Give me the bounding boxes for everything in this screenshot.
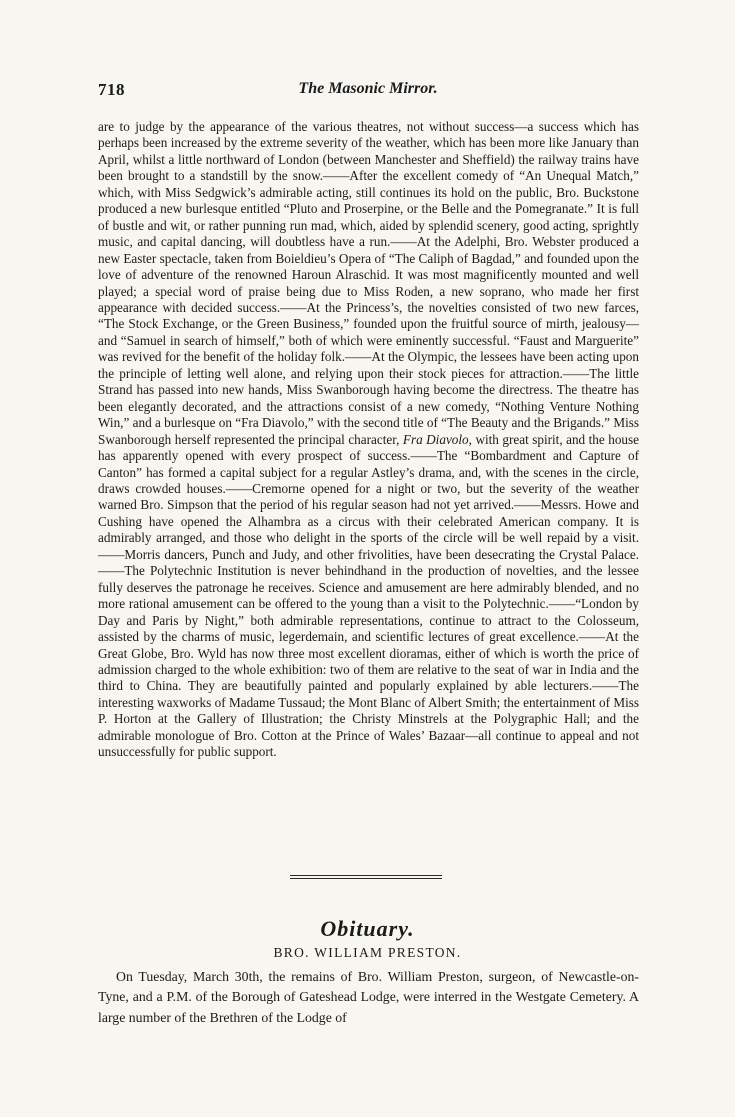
obituary-heading: Obituary.	[320, 916, 415, 941]
article-text-part-1: are to judge by the appearance of the various theatres, not without success—a success which has perhaps been increased by the extreme severity of the weather, which has been more like January than April, whilst a little northward of London (between Manchester and Sheffield) the railway trains have been brought to a standstill by the snow.——After the excellent comedy of “An Unequal Match,” which, with Miss Sedgwick’s admirable acting, still continues its hold on the public, Bro. Buckstone produced a new burlesque entitled “Pluto and Proserpine, or the Belle and the Pomegranate.” It is full of bustle and wit, or rather punning run mad, which, aided by splendid scenery, good acting, sprightly music, and capital dancing, will doubtless have a run.——At the Adelphi, Bro. Webster produced a new Easter spectacle, taken from Boieldieu’s Opera of “The Caliph of Bagdad,” and founded upon the love of adventure of the renowned Haroun Alraschid. It was most magnificently mounted and well played; a special word of praise being due to Miss Roden, a new soprano, who made her first appearance with decided success.——At the Princess’s, the novelties consisted of two new farces, “The Stock Exchange, or the Green Business,” founded upon the fruitful source of mirth, jealousy—and “Samuel in search of himself,” both of which were eminently successful. “Faust and Marguerite” was revived for the benefit of the holiday folk.——At the Olympic, the lessees have been acting upon the principle of letting well alone, and relying upon their stock pieces for attraction.——The little Strand has passed into new hands, Miss Swanborough having become the directress. The theatre has been elegantly decorated, and the attractions consist of a new comedy, “Nothing Venture Nothing Win,” and a burlesque on “Fra Diavolo,” with the second title of “The Beauty and the Brigands.” Miss Swanborough herself represented the principal character,	[98, 119, 639, 447]
article-body	[98, 119, 639, 761]
obituary-body	[98, 967, 639, 1028]
article-italic-title: Fra Diavolo,	[402, 431, 472, 447]
obituary-name: BRO. WILLIAM PRESTON.	[273, 945, 462, 960]
divider-rule-bottom	[290, 878, 442, 879]
article-text-part-2: with great spirit, and the house has apparently opened with every prospect of success.——The “Bombardment and Capture of Canton” has formed a capital subject for a regular Astley’s drama, and, with the scenes in the circle, draws crowded houses.——Cremorne opened for a night or two, but the severity of the weather warned Bro. Simpson that the period of his regular season had not yet arrived.——Messrs. Howe and Cushing have opened the Alhambra as a circus with their celebrated American company. It is admirably arranged, and those who delight in the sports of the circle will be well repaid by a visit.——Morris dancers, Punch and Judy, and other frivolities, have been desecrating the Crystal Palace.——The Polytechnic Institution is never behindhand in the production of novelties, and the lessee fully deserves the patronage he receives. Science and amusement are here admirably blended, and no more rational amusement can be offered to the young than a visit to the Polytechnic.——“London by Day and Paris by Night,” both admirable representations, continue to attract to the Colosseum, assisted by the charms of music, legerdemain, and scientific lectures of great excellence.——At the Great Globe, Bro. Wyld has now three most excellent dioramas, either of which is worth the price of admission charged to the whole exhibition: two of them are relative to the seat of war in India and the third to China. They are beautifully painted and popularly explained by able lecturers.——The interesting waxworks of Madame Tussaud; the Mont Blanc of Albert Smith; the entertainment of Miss P. Horton at the Gallery of Illustration; the Christy Minstrels at the Polygraphic Hall; and the admirable monologue of Bro. Cotton at the Prince of Wales’ Bazaar—all continue to appeal and not unsuccessfully for public support.	[98, 431, 639, 760]
section-divider	[290, 875, 442, 881]
page-header	[98, 80, 638, 106]
running-title: The Masonic Mirror.	[298, 80, 438, 97]
article-paragraph	[98, 119, 639, 761]
divider-rule-top	[290, 875, 442, 876]
obituary-paragraph: On Tuesday, March 30th, the remains of Bro. William Preston, surgeon, of Newcastle-on-Tyne, and a P.M. of the Borough of Gateshead Lodge, were interred in the Westgate Cemetery. A large number of the Brethren of the Lodge of	[98, 969, 639, 1025]
page-number: 718	[98, 80, 125, 99]
